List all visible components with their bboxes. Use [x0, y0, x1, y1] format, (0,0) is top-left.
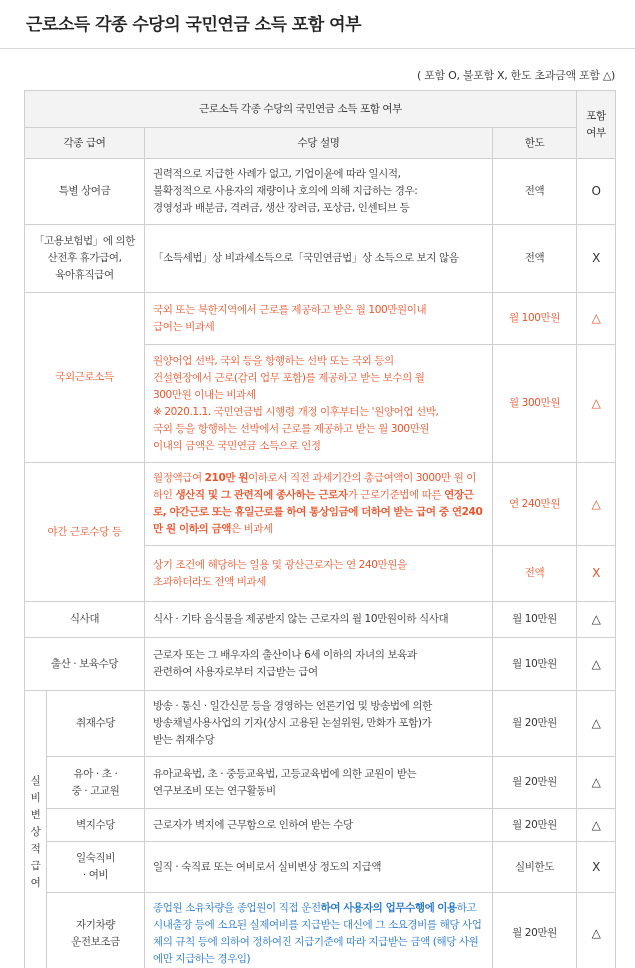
table-row — [25, 893, 616, 968]
desc-line: 연구보조비 또는 연구활동비 — [153, 784, 276, 797]
limit-cell: 연 240만원 — [493, 463, 577, 546]
header-desc: 수당 설명 — [145, 128, 493, 159]
desc-text: 원 이하인 — [153, 472, 477, 501]
group-char: 적 — [30, 843, 41, 855]
limit-cell: 전액 — [493, 225, 577, 293]
desc-cell — [145, 638, 493, 691]
item-line: 육아휴직급여 — [55, 269, 114, 281]
limit-cell: 월 20만원 — [493, 757, 577, 809]
include-mark: X — [577, 225, 616, 293]
limit-cell: 실비한도 — [493, 842, 577, 893]
desc-line: 경영성과 배분금, 격려금, 생산 장려금, 포상금, 인센티브 등 — [153, 202, 410, 214]
desc-cell — [145, 159, 493, 225]
include-mark: △ — [577, 345, 616, 463]
income-inclusion-table — [24, 90, 616, 968]
desc-line: 급여는 비과세 — [153, 320, 215, 333]
desc-text: 가 근로기준법에 — [347, 489, 419, 501]
table-row — [25, 293, 616, 345]
item-line: 「고용보험법」에 의한 — [33, 235, 136, 247]
group-char: 실 — [30, 775, 41, 787]
desc-emphasis: 하여 — [320, 901, 344, 914]
include-mark: △ — [577, 293, 616, 345]
desc-cell: 근로자가 벽지에 근무함으로 인하여 받는 수당 — [145, 809, 493, 842]
item-line: 자기차량 — [76, 918, 115, 931]
table-row — [25, 638, 616, 691]
item-label — [25, 225, 145, 293]
item-label — [47, 842, 145, 893]
include-mark: O — [577, 159, 616, 225]
item-label: 취재수당 — [47, 691, 145, 757]
item-label: 벽지수당 — [47, 809, 145, 842]
desc-line: 국외 등을 항행하는 선박에서 근로를 제공하고 받는 월 300만원 — [153, 422, 430, 435]
desc-line: 건설현장에서 근로(감리 업무 포함)를 제공하고 받는 보수의 월 — [153, 371, 425, 384]
group-char: 상 — [30, 826, 41, 838]
title-divider — [0, 48, 635, 49]
desc-cell — [145, 893, 493, 968]
desc-cell — [145, 546, 493, 602]
desc-line: 받는 취재수당 — [153, 734, 215, 746]
header-item: 각종 급여 — [25, 128, 145, 159]
desc-text: 소요경비를 해당 사업체의 규칙 등에 의하여 정하여진 지급기준에 — [153, 918, 482, 948]
desc-line: 이내의 금액은 국민연금 소득으로 인정 — [153, 439, 321, 452]
include-mark: △ — [577, 757, 616, 809]
desc-cell — [145, 691, 493, 757]
include-mark: △ — [577, 893, 616, 968]
desc-cell — [145, 345, 493, 463]
item-label: 야간 근로수당 등 — [25, 463, 145, 602]
desc-text: 이하로서 직전 과세기간의 총급여액이 3000만 — [248, 472, 451, 484]
include-mark: △ — [577, 463, 616, 546]
include-mark: △ — [577, 638, 616, 691]
desc-line: 원양어업 선박, 국외 등을 항행하는 선박 또는 국외 등의 — [153, 354, 394, 367]
table-row — [25, 691, 616, 757]
desc-line: 방송채널사용사업의 기자(상시 고용된 논설위원, 만화가 포함)가 — [153, 717, 432, 729]
item-line: 일숙직비 — [76, 852, 115, 864]
limit-cell: 월 20만원 — [493, 809, 577, 842]
desc-text: 하고 시내출장 등에 소요된 실제여비를 지급받는 대신에 그 — [153, 901, 477, 931]
item-line: 산전후 휴가급여, — [47, 252, 122, 264]
limit-cell: 월 20만원 — [493, 893, 577, 968]
desc-cell — [145, 463, 493, 546]
desc-line: 불확정적으로 사용자의 재량이나 호의에 의해 지급하는 경우: — [153, 185, 418, 197]
limit-cell: 월 20만원 — [493, 691, 577, 757]
item-label — [47, 893, 145, 968]
desc-text: 따라 지급받는 금액 (해당 사원에만 지급하는 경우임) — [153, 935, 479, 965]
desc-emphasis: 210만 원 — [204, 472, 249, 484]
desc-cell: 「소득세법」상 비과세소득으로「국민연금법」상 소득으로 보지 않음 — [145, 225, 493, 293]
page-title: 근로소득 각종 수당의 국민연금 소득 포함 여부 — [26, 15, 362, 35]
group-char: 급 — [30, 860, 41, 872]
desc-line: 근로자 또는 그 배우자의 출산이나 6세 이하의 자녀의 보육과 — [153, 649, 417, 661]
desc-emphasis: 생산직 및 그 관련직에 종사하는 근로자 — [175, 489, 348, 501]
desc-text: 은 비과세 — [230, 523, 273, 535]
desc-line: ※ 2020.1.1. 국민연금법 시행령 개정 이후부터는 '원양어업 선박, — [153, 405, 439, 418]
desc-line: 권력적으로 지급한 사례가 없고, 기업이윤에 따라 일시적, — [153, 168, 401, 180]
table-row — [25, 757, 616, 809]
table-row — [25, 602, 616, 638]
limit-cell: 전액 — [493, 546, 577, 602]
desc-cell: 식사 · 기타 음식물을 제공받지 않는 근로자의 월 10만원이하 식사대 — [145, 602, 493, 638]
desc-cell — [145, 757, 493, 809]
include-mark: X — [577, 546, 616, 602]
include-mark: △ — [577, 602, 616, 638]
desc-emphasis: 이용 — [437, 901, 457, 914]
table-row — [25, 809, 616, 842]
limit-cell: 월 10만원 — [493, 602, 577, 638]
item-line: 운전보조금 — [71, 935, 120, 948]
item-line: · 여비 — [82, 869, 109, 881]
desc-line: 관련하여 사용자로부터 지급받는 급여 — [153, 666, 318, 678]
desc-cell — [145, 293, 493, 345]
desc-text: 종업원 소유차량을 종업원이 직접 운전 — [153, 901, 321, 914]
desc-emphasis: 사용자의 업무수행에 — [343, 901, 435, 914]
group-char: 변 — [30, 809, 41, 821]
item-line: 유아 · 초 · — [73, 767, 118, 780]
desc-line: 상기 조건에 해당하는 일용 및 광산근로자는 연 240만원을 — [153, 558, 407, 571]
limit-cell: 전액 — [493, 159, 577, 225]
desc-line: 방송 · 통신 · 일간신문 등을 경영하는 언론기업 및 방송법에 의한 — [153, 700, 432, 712]
desc-emphasis: 연장근로, 야간근로 또는 휴일근로를 하여 통상임금에 더하여 — [153, 489, 474, 518]
item-label: 식사대 — [25, 602, 145, 638]
desc-line: 유아교육법, 초 · 중등교육법, 고등교육법에 의한 교원이 받는 — [153, 767, 417, 780]
table-row — [25, 225, 616, 293]
item-line: 중 · 고교원 — [71, 784, 120, 797]
include-mark: △ — [577, 691, 616, 757]
include-mark: △ — [577, 809, 616, 842]
limit-cell: 월 10만원 — [493, 638, 577, 691]
item-label: 출산 · 보육수당 — [25, 638, 145, 691]
header-include: 포함 여부 — [577, 91, 616, 159]
item-label: 국외근로소득 — [25, 293, 145, 463]
include-mark: X — [577, 842, 616, 893]
table-group-header: 근로소득 각종 수당의 국민연금 소득 포함 여부 — [25, 91, 577, 128]
desc-text: 따른 — [421, 489, 445, 501]
desc-cell: 일직 · 숙직료 또는 여비로서 실비변상 정도의 지급액 — [145, 842, 493, 893]
expense-group-label — [25, 691, 47, 968]
desc-line: 국외 또는 북한지역에서 근로를 제공하고 받은 월 100만원이내 — [153, 303, 427, 316]
table-row — [25, 463, 616, 546]
table-row — [25, 159, 616, 225]
desc-text: 월정액급여 — [153, 472, 205, 484]
desc-emphasis: 받는 급여 중 연240만 원 이하의 금액 — [153, 506, 483, 535]
group-char: 여 — [30, 877, 41, 889]
header-limit: 한도 — [493, 128, 577, 159]
desc-line: 300만원 이내는 비과세 — [153, 388, 256, 401]
limit-cell: 월 300만원 — [493, 345, 577, 463]
group-char: 비 — [30, 792, 41, 804]
table-row — [25, 842, 616, 893]
desc-line: 초과하더라도 전액 비과세 — [153, 575, 267, 588]
item-label — [47, 757, 145, 809]
limit-cell: 월 100만원 — [493, 293, 577, 345]
legend-note: ( 포함 O, 불포함 X, 한도 초과금액 포함 △) — [417, 69, 615, 82]
item-label: 특별 상여금 — [25, 159, 145, 225]
